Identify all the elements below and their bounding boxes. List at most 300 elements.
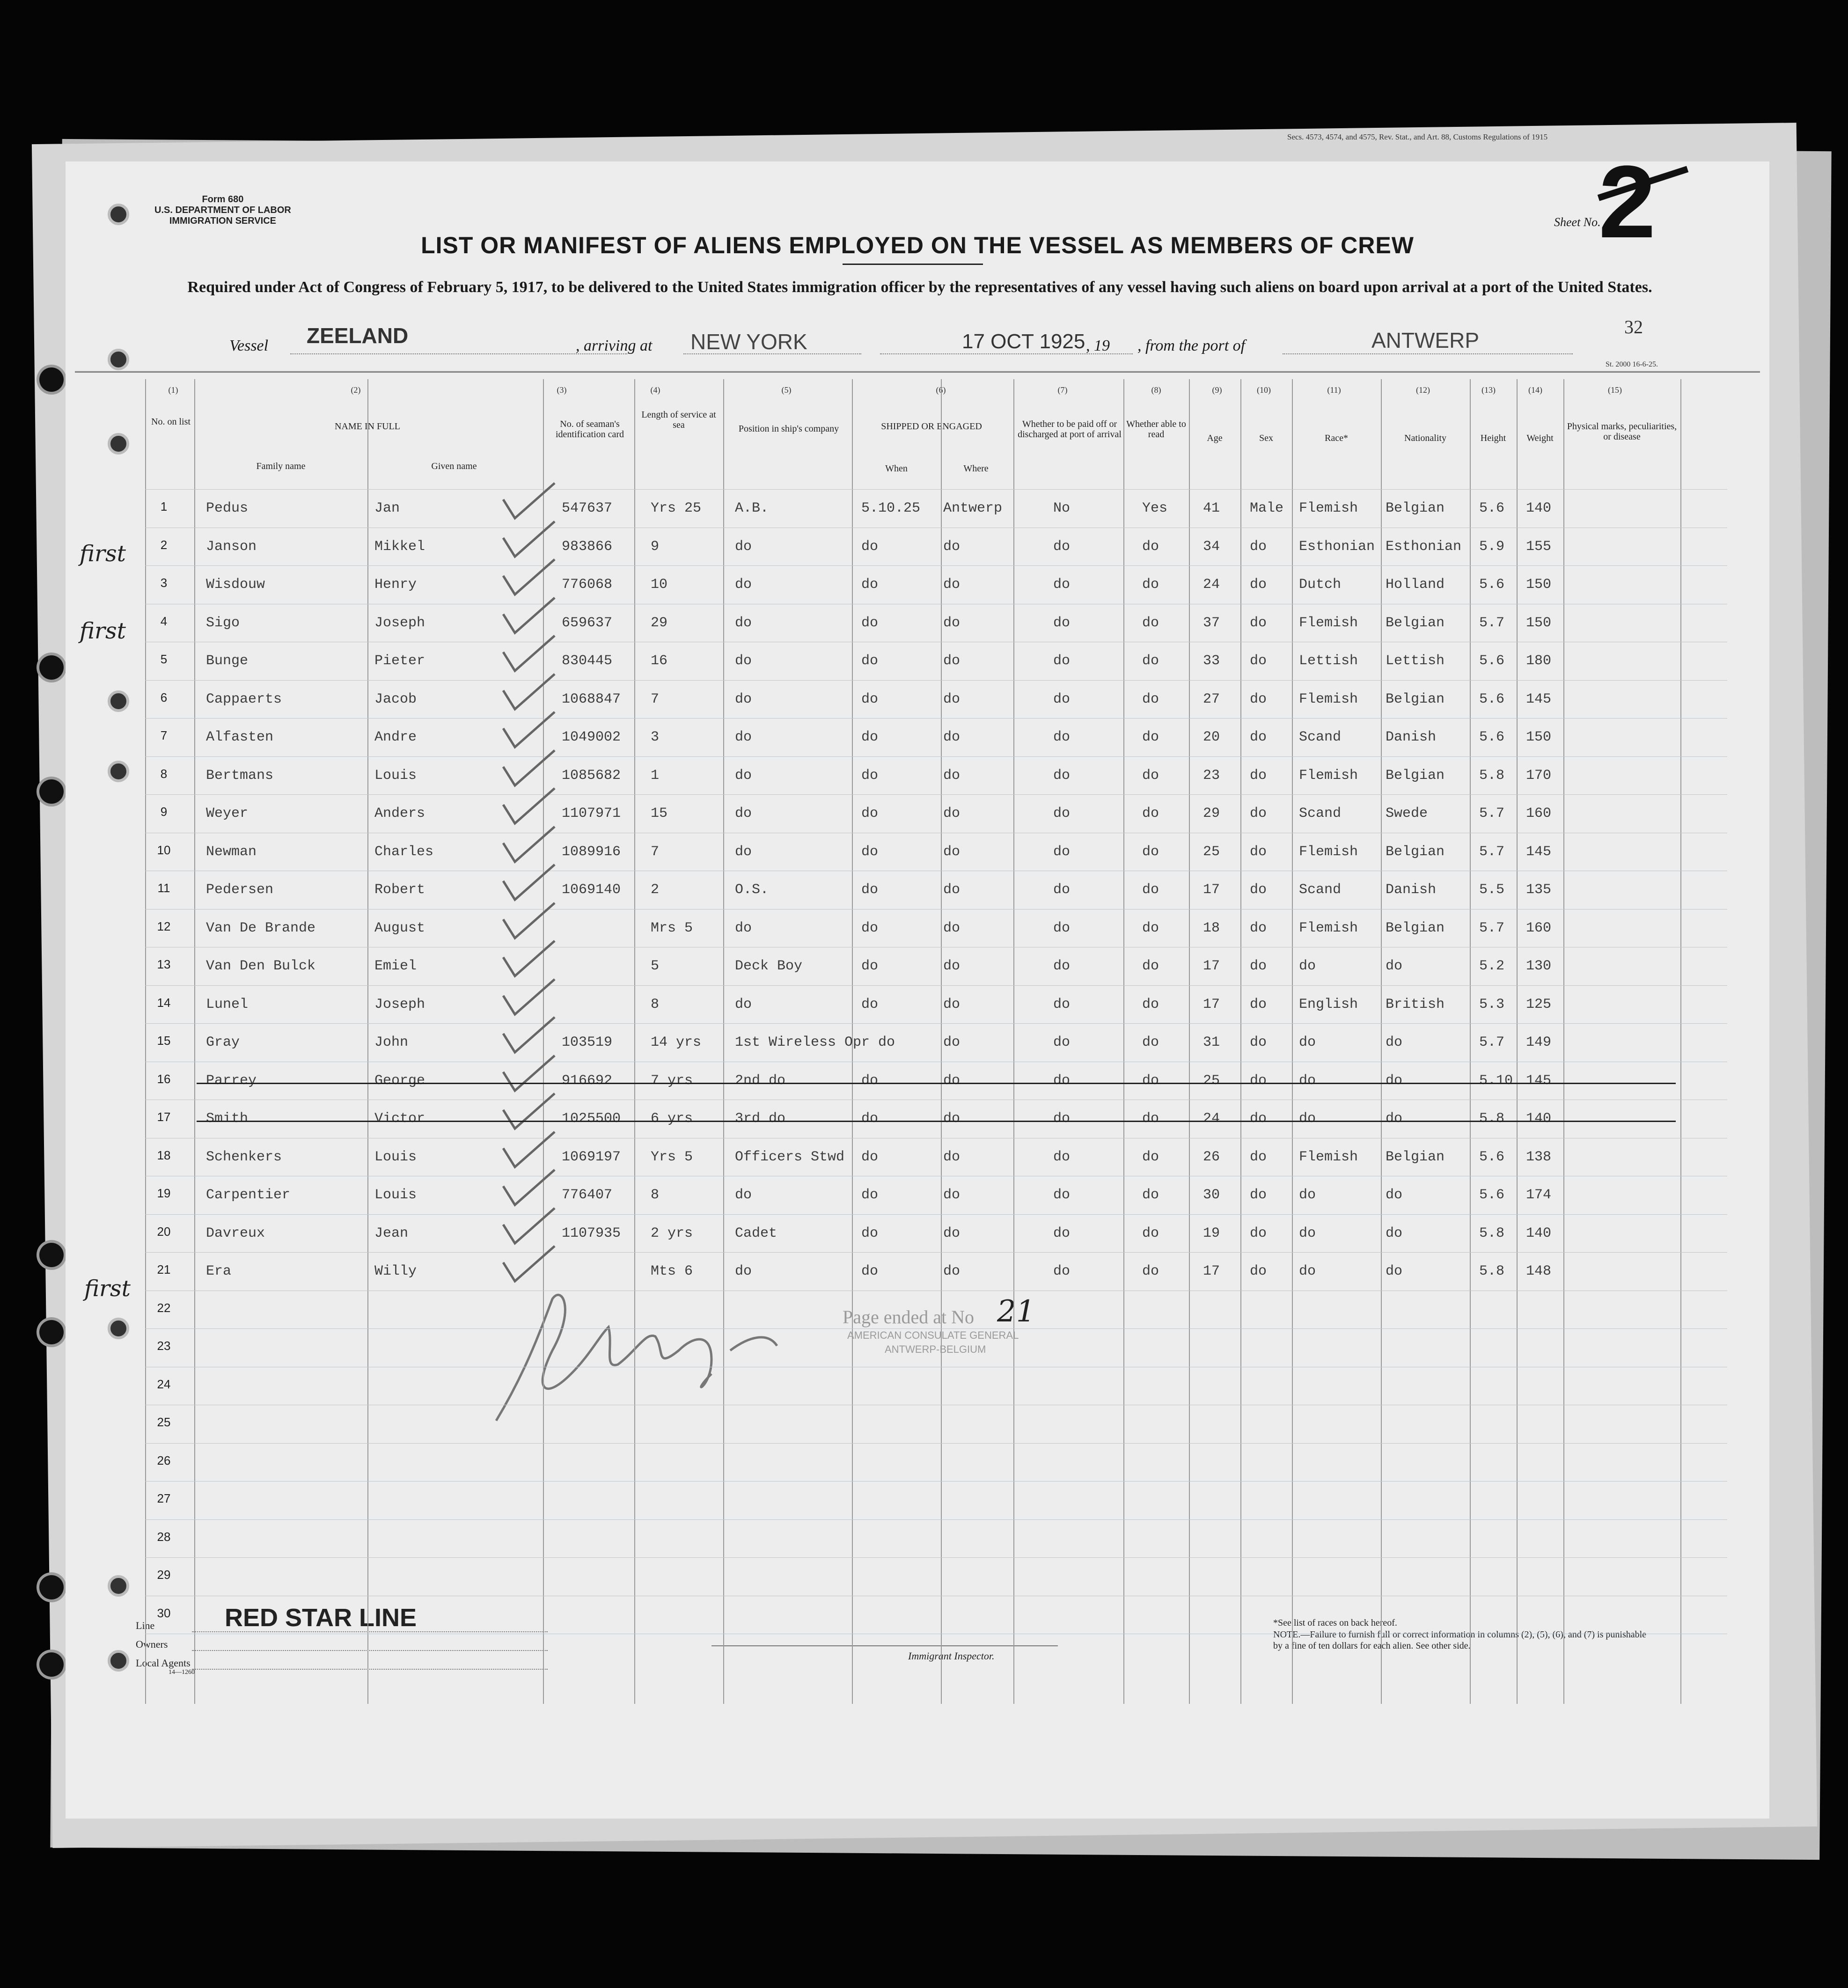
binder-hole [39, 1575, 64, 1599]
check-mark-icon [501, 672, 557, 714]
cell-position: do [735, 767, 752, 784]
col-number: (3) [557, 385, 567, 395]
header-weight: Weight [1526, 433, 1554, 443]
cell-position: Officers Stwd [735, 1149, 845, 1165]
row-rule [145, 1557, 1727, 1558]
date-underline [880, 353, 1133, 354]
cell-weight: 150 [1526, 615, 1552, 631]
cell-paid: do [1053, 806, 1071, 822]
col-number: (2) [351, 385, 361, 395]
cell-weight: 180 [1526, 653, 1552, 669]
cell-weight: 150 [1526, 729, 1552, 745]
binder-hole [39, 1243, 64, 1267]
page-title: LIST OR MANIFEST OF ALIENS EMPLOYED ON THE VESSEL AS MEMBERS OF CREW [421, 232, 1414, 258]
cell-nationality: Belgian [1386, 920, 1445, 936]
owners-underline [192, 1650, 548, 1651]
cell-card: 1085682 [562, 767, 621, 784]
cell-card: 659637 [562, 615, 613, 631]
cell-when: do [861, 920, 879, 936]
cell-given: George [374, 1072, 425, 1089]
cell-service: Mrs 5 [651, 920, 693, 936]
cell-race: do [1299, 1187, 1316, 1203]
cell-height: 5.3 [1479, 996, 1505, 1012]
cell-height: 5.6 [1479, 729, 1505, 745]
cell-sex: do [1250, 538, 1267, 555]
row-rule [145, 756, 1727, 757]
cell-weight: 160 [1526, 920, 1552, 936]
vessel-name: ZEELAND [307, 323, 409, 348]
cell-race: Flemish [1299, 615, 1358, 631]
cell-when: do [861, 729, 879, 745]
cell-position: A.B. [735, 500, 769, 516]
cell-where: do [943, 958, 961, 974]
cell-weight: 140 [1526, 1225, 1552, 1241]
cell-race: Lettish [1299, 653, 1358, 669]
column-rule [1240, 379, 1241, 1704]
cell-card: 1107935 [562, 1225, 621, 1241]
cell-height: 5.7 [1479, 615, 1505, 631]
cell-family: Pedus [206, 500, 249, 516]
departure-port: ANTWERP [1371, 328, 1479, 352]
cell-given: Robert [374, 882, 425, 898]
punch-hole [108, 349, 129, 370]
cell-family: Era [206, 1263, 232, 1279]
check-mark-icon [501, 1091, 557, 1133]
cell-nationality: Belgian [1386, 615, 1445, 631]
header-where: Where [963, 463, 989, 474]
cell-height: 5.6 [1479, 577, 1505, 593]
cell-weight: 170 [1526, 767, 1552, 784]
cell-where: do [943, 1072, 961, 1089]
cell-paid: No [1053, 500, 1071, 516]
cell-age: 17 [1203, 996, 1220, 1012]
vessel-label: Vessel [229, 337, 269, 354]
cell-given: Willy [374, 1263, 417, 1279]
row-number: 17 [157, 1110, 171, 1124]
cell-service: 8 [651, 1187, 660, 1203]
cell-family: Bertmans [206, 767, 274, 784]
cell-height: 5.8 [1479, 1111, 1505, 1127]
cell-paid: do [1053, 1263, 1071, 1279]
header-sex: Sex [1259, 433, 1273, 443]
cell-race: Flemish [1299, 691, 1358, 707]
column-rule [1470, 379, 1471, 1704]
row-number: 2 [160, 537, 168, 552]
row-number: 20 [157, 1224, 171, 1239]
check-mark-icon [501, 786, 557, 828]
cell-position: 1st Wireless Opr do [735, 1034, 895, 1050]
cell-race: Flemish [1299, 1149, 1358, 1165]
header-family-name: Family name [256, 461, 306, 471]
check-mark-icon [501, 1244, 557, 1286]
cell-nationality: Belgian [1386, 1149, 1445, 1165]
row-number: 14 [157, 995, 171, 1010]
binder-hole [39, 1320, 64, 1344]
cell-where: do [943, 806, 961, 822]
cell-sex: do [1250, 1111, 1267, 1127]
shipping-line-stamp: RED STAR LINE [225, 1604, 417, 1632]
row-rule [145, 1214, 1727, 1215]
cell-card: 776068 [562, 577, 613, 593]
row-number: 27 [157, 1491, 171, 1505]
cell-nationality: Belgian [1386, 500, 1445, 516]
row-rule [145, 1443, 1727, 1444]
cell-read: do [1142, 729, 1159, 745]
cell-where: do [943, 538, 961, 555]
check-mark-icon [501, 481, 557, 523]
cell-nationality: Lettish [1386, 653, 1445, 669]
header-physical-marks: Physical marks, peculiarities, or disease [1567, 421, 1677, 442]
column-rule [1381, 379, 1382, 1704]
regulation-note: Secs. 4573, 4574, and 4575, Rev. Stat., and Art. 88, Customs Regulations of 1915 [1287, 132, 1548, 141]
col-number: (1) [168, 385, 178, 395]
row-rule [145, 1328, 1727, 1329]
row-number: 26 [157, 1453, 171, 1467]
cell-paid: do [1053, 615, 1071, 631]
cell-age: 20 [1203, 729, 1220, 745]
cell-position: do [735, 844, 752, 860]
cell-family: Parrey [206, 1072, 257, 1089]
cell-paid: do [1053, 844, 1071, 860]
column-rule [367, 379, 368, 1704]
cell-sex: do [1250, 653, 1267, 669]
cell-height: 5.10 [1479, 1072, 1513, 1089]
punch-hole [108, 1575, 129, 1597]
cell-sex: do [1250, 882, 1267, 898]
cell-weight: 145 [1526, 691, 1552, 707]
check-mark-icon [501, 977, 557, 1019]
cell-position: do [735, 1263, 752, 1279]
cell-given: Victor [374, 1111, 425, 1127]
cell-age: 31 [1203, 1034, 1220, 1050]
page-subtitle: Required under Act of Congress of February 5, 1917, to be delivered to the United States immigration officer by the representatives of any vessel having such aliens on board upon arrival at a port of the United States. [187, 279, 1652, 296]
cell-read: do [1142, 538, 1159, 555]
cell-weight: 148 [1526, 1263, 1552, 1279]
cell-race: do [1299, 1225, 1316, 1241]
cell-sex: do [1250, 958, 1267, 974]
row-number: 18 [157, 1148, 171, 1162]
cell-nationality: Swede [1386, 806, 1428, 822]
cell-given: Louis [374, 767, 417, 784]
cell-read: do [1142, 920, 1159, 936]
check-mark-icon [501, 710, 557, 752]
binder-hole [39, 655, 64, 680]
column-rule [941, 379, 942, 1704]
cell-sex: Male [1250, 500, 1284, 516]
cell-given: Henry [374, 577, 417, 593]
cell-paid: do [1053, 1225, 1071, 1241]
cell-when: do [861, 1225, 879, 1241]
cell-nationality: Esthonian [1386, 538, 1462, 555]
header-race: Race* [1325, 433, 1348, 443]
cell-card: 1069140 [562, 882, 621, 898]
cell-read: Yes [1142, 500, 1168, 516]
cell-position: do [735, 691, 752, 707]
footer-line-label: Line [136, 1620, 155, 1631]
cell-paid: do [1053, 958, 1071, 974]
check-mark-icon [501, 595, 557, 638]
cell-age: 17 [1203, 1263, 1220, 1279]
row-rule [145, 794, 1727, 795]
col-number: (14) [1528, 385, 1542, 395]
row-rule [145, 718, 1727, 719]
consulate-city: ANTWERP-BELGIUM [885, 1343, 986, 1355]
cell-age: 33 [1203, 653, 1220, 669]
cell-height: 5.2 [1479, 958, 1505, 974]
cell-card: 983866 [562, 538, 613, 555]
cell-when: do [861, 958, 879, 974]
cell-sex: do [1250, 729, 1267, 745]
cell-position: do [735, 996, 752, 1012]
cell-read: do [1142, 691, 1159, 707]
row-number: 1 [160, 499, 168, 514]
cell-service: Mts 6 [651, 1263, 693, 1279]
cell-read: do [1142, 1034, 1159, 1050]
cell-position: 3rd do [735, 1111, 786, 1127]
cell-read: do [1142, 1187, 1159, 1203]
form-line: Form 680 [202, 194, 244, 205]
cell-read: do [1142, 1111, 1159, 1127]
column-rule [1013, 379, 1014, 1704]
cell-sex: do [1250, 1225, 1267, 1241]
cell-where: do [943, 920, 961, 936]
cell-height: 5.6 [1479, 653, 1505, 669]
binder-hole [39, 779, 64, 804]
cell-nationality: Belgian [1386, 844, 1445, 860]
cell-read: do [1142, 996, 1159, 1012]
cell-when: do [861, 1072, 879, 1089]
cell-height: 5.9 [1479, 538, 1505, 555]
cell-height: 5.8 [1479, 1225, 1505, 1241]
cell-age: 25 [1203, 1072, 1220, 1089]
cell-sex: do [1250, 996, 1267, 1012]
cell-paid: do [1053, 1034, 1071, 1050]
manifest-sheet [66, 132, 1769, 1819]
cell-given: John [374, 1034, 409, 1050]
cell-weight: 145 [1526, 1072, 1552, 1089]
cell-read: do [1142, 615, 1159, 631]
cell-height: 5.7 [1479, 1034, 1505, 1050]
cell-when: do [861, 767, 879, 784]
cell-sex: do [1250, 615, 1267, 631]
arriving-label: , arriving at [576, 337, 653, 354]
cell-position: do [735, 615, 752, 631]
page-number: 32 [1624, 316, 1643, 337]
cell-given: Louis [374, 1149, 417, 1165]
cell-sex: do [1250, 1072, 1267, 1089]
cell-sex: do [1250, 1187, 1267, 1203]
cell-card: 1025500 [562, 1111, 621, 1127]
cell-paid: do [1053, 1149, 1071, 1165]
cell-paid: do [1053, 920, 1071, 936]
row-number: 24 [157, 1377, 171, 1391]
cell-weight: 160 [1526, 806, 1552, 822]
cell-when: do [861, 1111, 879, 1127]
arrival-underline [683, 353, 861, 354]
cell-given: Jan [374, 500, 400, 516]
cell-paid: do [1053, 767, 1071, 784]
check-mark-icon [501, 1053, 557, 1095]
cell-service: 3 [651, 729, 660, 745]
cell-given: Jean [374, 1225, 409, 1241]
cell-paid: do [1053, 653, 1071, 669]
cell-service: 15 [651, 806, 668, 822]
cell-sex: do [1250, 1034, 1267, 1050]
cell-card: 776407 [562, 1187, 613, 1203]
cell-paid: do [1053, 1187, 1071, 1203]
cell-race: English [1299, 996, 1358, 1012]
inspector-signature [468, 1280, 871, 1439]
check-mark-icon [501, 1130, 557, 1172]
cell-age: 25 [1203, 844, 1220, 860]
punch-hole [108, 690, 129, 712]
cell-height: 5.7 [1479, 844, 1505, 860]
row-number: 25 [157, 1415, 171, 1429]
cell-service: 2 [651, 882, 660, 898]
cell-race: Flemish [1299, 920, 1358, 936]
column-rule [1680, 379, 1681, 1704]
header-name-in-full: NAME IN FULL [335, 421, 400, 432]
cell-where: do [943, 1263, 961, 1279]
cell-weight: 155 [1526, 538, 1552, 555]
agents-underline [192, 1669, 548, 1670]
column-rule [145, 379, 146, 1704]
cell-nationality: Danish [1386, 729, 1437, 745]
cell-race: Dutch [1299, 577, 1342, 593]
row-number: 23 [157, 1339, 171, 1353]
cell-paid: do [1053, 691, 1071, 707]
cell-service: 7 yrs [651, 1072, 693, 1089]
cell-where: do [943, 1149, 961, 1165]
cell-family: Lunel [206, 996, 249, 1012]
row-rule [145, 909, 1727, 910]
header-able-read: Whether able to read [1126, 419, 1186, 440]
row-number: 4 [160, 614, 168, 628]
cell-weight: 135 [1526, 882, 1552, 898]
cell-position: do [735, 1187, 752, 1203]
arrival-date: 17 OCT 1925 [962, 330, 1085, 353]
cell-race: Scand [1299, 806, 1342, 822]
cell-read: do [1142, 1225, 1159, 1241]
cell-card: 1049002 [562, 729, 621, 745]
cell-position: O.S. [735, 882, 769, 898]
cell-sex: do [1250, 806, 1267, 822]
cell-where: do [943, 1225, 961, 1241]
cell-paid: do [1053, 729, 1071, 745]
penalty-note: NOTE.—Failure to furnish full or correct information in columns (2), (5), (6), and (7) is punishable by a fine of ten dollars for each alien. See other side. [1273, 1629, 1647, 1651]
header-age: Age [1207, 433, 1223, 443]
column-rule [1517, 379, 1518, 1704]
row-number: 13 [157, 957, 171, 971]
cell-service: 5 [651, 958, 660, 974]
row-strikethrough [197, 1121, 1676, 1122]
cell-race: Flemish [1299, 500, 1358, 516]
cell-service: 8 [651, 996, 660, 1012]
column-rule [1292, 379, 1293, 1704]
header-rule [75, 371, 1760, 373]
cell-when: do [861, 653, 879, 669]
cell-card: 1069197 [562, 1149, 621, 1165]
cell-when: do [861, 615, 879, 631]
cell-position: do [735, 920, 752, 936]
cell-service: 29 [651, 615, 668, 631]
cell-read: do [1142, 806, 1159, 822]
cell-where: do [943, 729, 961, 745]
cell-where: do [943, 882, 961, 898]
cell-race: Scand [1299, 729, 1342, 745]
cell-sex: do [1250, 767, 1267, 784]
header-height: Height [1480, 433, 1506, 443]
cell-age: 30 [1203, 1187, 1220, 1203]
cell-given: Joseph [374, 615, 425, 631]
margin-note: first [84, 1276, 131, 1302]
check-mark-icon [501, 862, 557, 904]
cell-where: do [943, 1187, 961, 1203]
cell-given: Pieter [374, 653, 425, 669]
cell-given: Emiel [374, 958, 417, 974]
title-underline [843, 264, 983, 265]
check-mark-icon [501, 1206, 557, 1248]
arrival-port: NEW YORK [690, 330, 807, 354]
inspector-line [711, 1645, 1058, 1646]
cell-race: Scand [1299, 882, 1342, 898]
cell-family: Alfasten [206, 729, 274, 745]
cell-given: Andre [374, 729, 417, 745]
cell-nationality: do [1386, 1187, 1403, 1203]
cell-card: 1068847 [562, 691, 621, 707]
row-rule [145, 985, 1727, 986]
check-mark-icon [501, 557, 557, 599]
cell-height: 5.6 [1479, 1149, 1505, 1165]
cell-given: Jacob [374, 691, 417, 707]
cell-age: 17 [1203, 958, 1220, 974]
cell-family: Pedersen [206, 882, 274, 898]
row-number: 15 [157, 1034, 171, 1048]
row-rule [145, 1519, 1727, 1520]
cell-nationality: Belgian [1386, 767, 1445, 784]
cell-family: Bunge [206, 653, 249, 669]
row-number: 12 [157, 919, 171, 933]
row-number: 7 [160, 728, 168, 742]
cell-where: do [943, 1111, 961, 1127]
row-rule [145, 1252, 1727, 1253]
cell-when: do [861, 882, 879, 898]
cell-paid: do [1053, 538, 1071, 555]
cell-family: Davreux [206, 1225, 265, 1241]
cell-service: 7 [651, 691, 660, 707]
check-mark-icon [501, 1015, 557, 1057]
row-number: 30 [157, 1606, 171, 1620]
column-rule [194, 379, 195, 1704]
col-number: (13) [1481, 385, 1496, 395]
cell-where: do [943, 1034, 961, 1050]
cell-height: 5.7 [1479, 806, 1505, 822]
cell-race: do [1299, 1072, 1316, 1089]
cell-family: Weyer [206, 806, 249, 822]
cell-age: 37 [1203, 615, 1220, 631]
check-mark-icon [501, 519, 557, 561]
check-mark-icon [501, 939, 557, 981]
cell-race: Flemish [1299, 767, 1358, 784]
cell-height: 5.7 [1479, 920, 1505, 936]
cell-position: do [735, 653, 752, 669]
cell-height: 5.8 [1479, 767, 1505, 784]
cell-given: Charles [374, 844, 434, 860]
cell-race: do [1299, 1263, 1316, 1279]
cell-position: do [735, 729, 752, 745]
cell-read: do [1142, 882, 1159, 898]
cell-weight: 140 [1526, 1111, 1552, 1127]
